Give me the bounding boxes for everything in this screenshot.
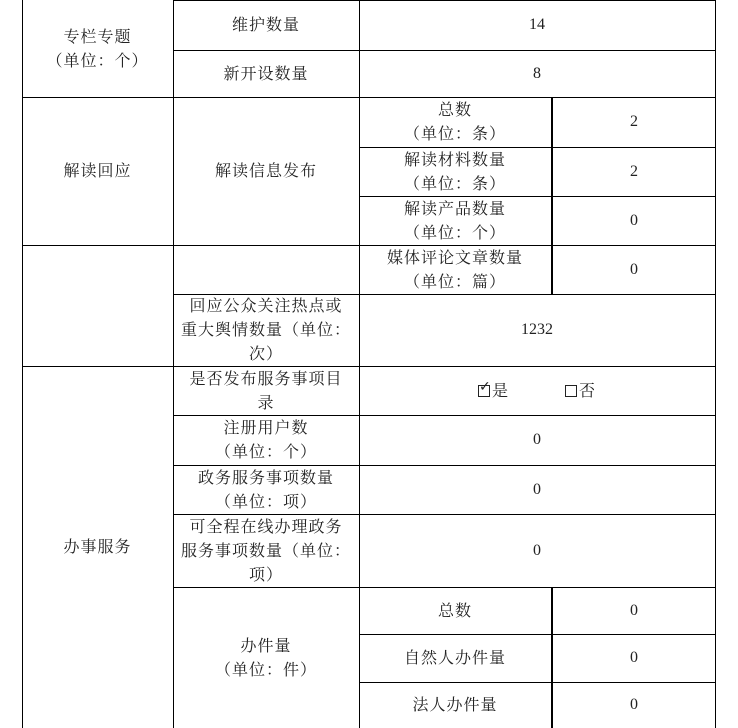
interp-products-unit: （单位：个） xyxy=(403,222,506,242)
service-items-value-cell xyxy=(359,465,715,514)
interp-products-label-cell xyxy=(359,196,551,245)
legal-person-label: 法人办件量 xyxy=(412,695,498,714)
maintain-count-value-cell xyxy=(359,0,715,50)
catalog-options-cell xyxy=(359,366,715,415)
hotspot-value-cell xyxy=(359,294,715,366)
catalog-label-line1: 是否发布服务事项目 xyxy=(189,368,343,388)
legal-person-label-cell xyxy=(359,682,551,728)
new-count-value: 8 xyxy=(533,64,541,82)
hotspot-label-line2: 重大舆情数量（单位： xyxy=(180,320,351,339)
interp-materials-value-cell xyxy=(553,147,715,196)
catalog-label-cell xyxy=(173,366,359,415)
checked-checkbox-icon[interactable] xyxy=(478,378,492,397)
natural-person-value: 0 xyxy=(630,649,638,666)
interp-total-label-cell xyxy=(359,97,551,147)
new-count-label-cell xyxy=(173,50,359,97)
interp-materials-value: 2 xyxy=(630,162,638,180)
interp-materials-label-cell xyxy=(359,147,551,196)
legal-person-value: 0 xyxy=(630,696,638,713)
handling-unit: （单位：件） xyxy=(214,659,317,679)
interp-total-label: 总数 xyxy=(437,100,472,119)
interp-total-value: 2 xyxy=(630,113,638,130)
new-count-value-cell xyxy=(359,50,715,97)
service-items-value: 0 xyxy=(533,480,541,498)
service-items-label-cell xyxy=(173,465,359,514)
maintain-count-value: 14 xyxy=(529,16,545,33)
catalog-options xyxy=(478,379,596,403)
interp-products-label: 解读产品数量 xyxy=(403,198,506,218)
services-label: 办事服务 xyxy=(63,537,132,556)
maintain-count-label-cell xyxy=(173,0,359,50)
column-topic-label: 专栏专题 xyxy=(63,26,132,46)
interp-total-value-cell xyxy=(553,97,715,147)
legal-person-value-cell xyxy=(553,682,715,728)
registered-users-label: 注册用户数 xyxy=(223,418,309,437)
registered-users-label-cell xyxy=(173,415,359,465)
catalog-label-line2: 录 xyxy=(257,392,275,412)
handling-total-label: 总数 xyxy=(437,600,472,620)
new-count-label: 新开设数量 xyxy=(223,63,309,83)
online-items-value: 0 xyxy=(533,541,541,559)
media-value: 0 xyxy=(630,260,638,278)
online-items-label-cell xyxy=(173,514,359,587)
interpretation-cell xyxy=(22,97,173,245)
catalog-no-option[interactable] xyxy=(565,379,596,403)
catalog-no-label: 否 xyxy=(579,380,597,400)
column-topic-cell xyxy=(22,0,173,97)
media-unit: （单位：篇） xyxy=(403,271,506,291)
handling-label: 办件量 xyxy=(240,635,292,655)
catalog-yes-option[interactable] xyxy=(478,379,509,403)
hotspot-value: 1232 xyxy=(521,321,553,338)
interpretation-publish-cell xyxy=(173,97,359,245)
natural-person-label-cell xyxy=(359,634,551,682)
media-value-cell xyxy=(553,245,715,294)
checkmark-icon: ✓ xyxy=(478,378,492,395)
unchecked-checkbox-icon[interactable] xyxy=(565,385,577,397)
handling-cell xyxy=(173,587,359,728)
interp-products-value: 0 xyxy=(630,211,638,229)
natural-person-value-cell xyxy=(553,634,715,682)
media-label: 媒体评论文章数量 xyxy=(386,247,523,267)
interp-materials-unit: （单位：条） xyxy=(403,173,506,193)
registered-users-value-cell xyxy=(359,415,715,465)
online-items-label-line3: 项） xyxy=(248,564,283,584)
maintain-count-label: 维护数量 xyxy=(231,15,300,34)
interpretation-publish-label: 解读信息发布 xyxy=(214,161,317,180)
media-label-cell xyxy=(359,245,551,294)
handling-total-label-cell xyxy=(359,587,551,634)
handling-total-value: 0 xyxy=(630,601,638,619)
registered-users-value: 0 xyxy=(533,431,541,448)
table-rule xyxy=(715,0,716,728)
catalog-yes-label: 是 xyxy=(491,380,509,400)
interp-total-unit: （单位：条） xyxy=(403,124,506,143)
online-items-label-line2: 服务事项数量（单位： xyxy=(180,540,351,560)
natural-person-label: 自然人办件量 xyxy=(403,648,506,667)
interpretation-label: 解读回应 xyxy=(63,161,132,180)
registered-users-unit: （单位：个） xyxy=(214,442,317,461)
service-items-unit: （单位：项） xyxy=(214,491,317,511)
hotspot-label-line1: 回应公众关注热点或 xyxy=(189,296,343,315)
interp-products-value-cell xyxy=(553,196,715,245)
handling-total-value-cell xyxy=(553,587,715,634)
hotspot-label-cell xyxy=(173,294,359,366)
service-items-label: 政务服务事项数量 xyxy=(197,467,334,487)
hotspot-label-line3: 次） xyxy=(248,344,283,363)
online-items-value-cell xyxy=(359,514,715,587)
online-items-label-line1: 可全程在线办理政务 xyxy=(189,516,343,536)
services-cell xyxy=(22,366,173,728)
column-topic-unit: （单位：个） xyxy=(46,50,149,70)
interp-materials-label: 解读材料数量 xyxy=(403,149,506,169)
